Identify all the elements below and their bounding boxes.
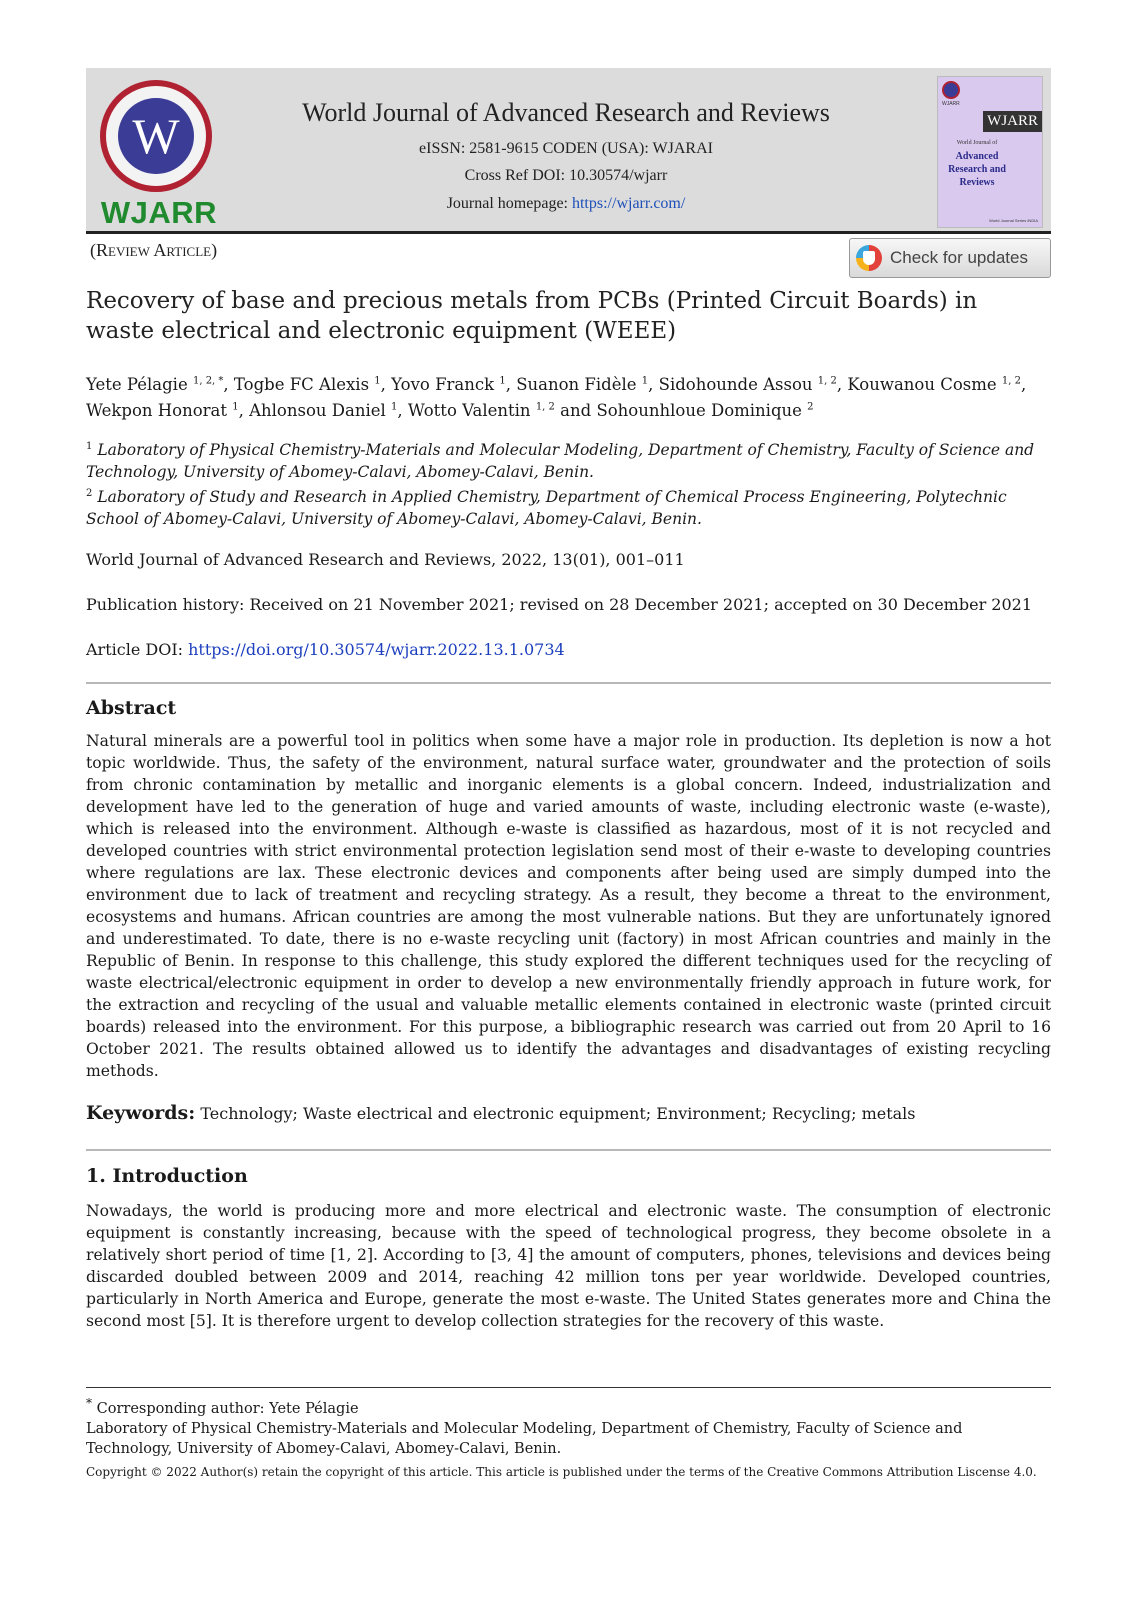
keywords — [86, 1102, 1051, 1124]
affiliation-2 — [86, 483, 1051, 530]
author — [234, 375, 391, 394]
check-for-updates-button[interactable] — [849, 238, 1051, 278]
author-affiliation: 1 — [232, 401, 239, 413]
author-list — [86, 369, 1051, 422]
author-affiliation: 1, 2, * — [192, 375, 224, 386]
author-affiliation: 1 — [374, 375, 381, 386]
author-separator: , — [505, 374, 517, 394]
check-for-updates-label: Check for updates — [890, 248, 1028, 267]
corresponding-author-name: Corresponding author: Yete Pélagie — [92, 1400, 359, 1417]
author-separator: , — [836, 374, 848, 394]
affiliation-text: Laboratory of Study and Research in Applied Chemistry, Department of Chemical Process Engineering, Polytechnic School of Abomey-Calavi, University of Abomey-Calavi, Abomey-Calavi, Benin. — [86, 488, 1007, 529]
affiliations — [86, 436, 1051, 530]
journal-logo — [100, 80, 220, 228]
author-affiliation: 1 — [499, 375, 506, 386]
author-name: Sidohounde Assou — [658, 374, 813, 394]
cover-footer: World Journal Series INDIA — [989, 218, 1038, 223]
author-separator: , — [648, 374, 659, 394]
journal-title: World Journal of Advanced Research and Reviews — [302, 98, 830, 127]
author-separator: , — [380, 374, 392, 394]
author-name: Togbe FC Alexis — [233, 374, 370, 394]
author — [516, 375, 658, 394]
corresponding-author — [86, 1393, 1051, 1419]
author-name: Ahlonsou Daniel — [249, 401, 386, 420]
author-separator: , — [238, 401, 250, 420]
divider — [86, 682, 1051, 684]
journal-header — [86, 68, 1051, 234]
author-name: Sohounhloue Dominique — [596, 401, 802, 420]
author — [391, 375, 516, 394]
keywords-label: Keywords: — [86, 1102, 196, 1124]
journal-cover-thumbnail[interactable] — [937, 76, 1043, 228]
crossmark-icon — [856, 245, 882, 271]
homepage-link[interactable]: https://wjarr.com/ — [571, 195, 686, 212]
affiliation-1 — [86, 436, 1051, 483]
homepage-label: Journal homepage: — [446, 195, 572, 212]
introduction-text: Nowadays, the world is producing more and more electrical and electronic waste. The consumption of electronic equipment is constantly increasing, because with the speed of technological progress, they become obsolete in a relatively short period of time [1, 2]. According to [3, 4] the amount of computers, phones, televisions and devices being discarded doubled between 2009 and 2014, reaching 42 million tons per year worldwide. Developed countries, particularly in North America and Europe, generate the most e-waste. The United States generates more and China the second most [5]. It is therefore urgent to develop collection strategies for the recovery of this waste. — [86, 1202, 1051, 1330]
article-doi — [86, 639, 1051, 661]
cover-line: World Journal of — [956, 140, 998, 146]
author-affiliation: 1 — [391, 401, 398, 413]
author-separator: , — [1021, 374, 1027, 394]
author-name: Wotto Valentin — [407, 401, 531, 420]
keywords-text: Technology; Waste electrical and electronic equipment; Environment; Recycling; metals — [195, 1104, 916, 1123]
author — [659, 375, 848, 394]
author-affiliation: 1 — [641, 375, 649, 386]
cover-tag: WJARR — [983, 111, 1042, 132]
author-separator: , — [397, 401, 408, 420]
cover-title — [942, 137, 1012, 189]
affiliation-text: Laboratory of Physical Chemistry-Materials and Molecular Modeling, Department of Chemistry, Faculty of Science and Technology, University of Abomey-Calavi, Abomey-Calavi, Benin. — [86, 441, 1035, 482]
cover-small-label: WJARR — [942, 101, 960, 107]
author-affiliation: 1, 2 — [1001, 375, 1021, 386]
footnote-divider — [86, 1387, 1051, 1388]
author — [86, 401, 249, 420]
author-name: Wekpon Honorat — [86, 401, 227, 420]
doi-label: Article DOI: — [86, 640, 189, 659]
author-name: Yete Pélagie — [86, 374, 188, 394]
publication-history: Publication history: Received on 21 November 2021; revised on 28 December 2021; accepted on 30 December 2021 — [86, 595, 1033, 614]
divider — [86, 1149, 1051, 1151]
affiliation-number: 2 — [86, 488, 93, 500]
author-affiliation: 1, 2 — [817, 375, 837, 386]
author-name: Yovo Franck — [391, 374, 495, 394]
copyright-notice: Copyright © 2022 Author(s) retain the copyright of this article. This article is published under the terms of the Creative Commons Attribution Liscense 4.0. — [86, 1465, 1037, 1479]
logo-letter: W — [118, 98, 194, 174]
footnote-star: * — [86, 1396, 93, 1410]
author — [847, 375, 1026, 394]
article-title: Recovery of base and precious metals from PCBs (Printed Circuit Boards) in waste electrical and electronic equipment (WEEE) — [86, 288, 978, 344]
abstract-heading: Abstract — [86, 697, 177, 719]
issn-line: eISSN: 2581-9615 CODEN (USA): WJARAI — [419, 140, 713, 157]
cover-line: Research and — [948, 164, 1006, 175]
crossref-doi-line: Cross Ref DOI: 10.30574/wjarr — [464, 167, 668, 184]
logo-text: WJARR — [100, 195, 218, 230]
corresponding-author-note — [86, 1393, 1051, 1459]
cover-logo-icon — [942, 81, 960, 99]
cover-line: Reviews — [959, 177, 995, 188]
affiliation-number: 1 — [86, 441, 93, 452]
corresponding-address: Laboratory of Physical Chemistry-Materials and Molecular Modeling, Department of Chemistry, Faculty of Science and Technology, University of Abomey-Calavi, Abomey-Calavi, Benin. — [86, 1420, 963, 1457]
author — [408, 401, 597, 420]
author — [249, 401, 408, 420]
citation: World Journal of Advanced Research and Reviews, 2022, 13(01), 001–011 — [86, 550, 685, 569]
doi-link[interactable]: https://doi.org/10.30574/wjarr.2022.13.1.0734 — [188, 640, 565, 659]
abstract-text: Natural minerals are a powerful tool in politics when some have a major role in production. Its depletion is now a hot topic worldwide. Thus, the safety of the environment, natural surface water, groundwater and the protection of soils from chronic contamination by metallic and inorganic elements is a global concern. Indeed, industrialization and development have led to the generation of huge and varied amounts of waste, including electronic waste (e-waste), which is released into the environment. Although e-waste is classified as hazardous, most of it is not recycled and developed countries with strict environmental protection legislation send most of their e-waste to developing countries where regulations are lax. These electronic devices and components after being used are simply dumped into the environment due to lack of treatment and recycling strategy. As a result, they become a threat to the environment, ecosystems and humans. African countries are among the most vulnerable nations. But they are unfortunately ignored and underestimated. To date, there is no e-waste recycling unit (factory) in most African countries and mainly in the Republic of Benin. In response to this challenge, this study explored the different techniques used for the recycling of waste electrical/electronic equipment in order to develop a new environmentally friendly approach in future work, for the extraction and recycling of the usual and valuable metallic elements contained in electronic waste (printed circuit boards) released into the environment. For this purpose, a bibliographic research was carried out from 20 April to 16 October 2021. The results obtained allowed us to identify the advantages and disadvantages of existing recycling methods. — [86, 732, 1051, 1080]
author — [86, 375, 234, 394]
author — [596, 401, 813, 420]
homepage-line — [236, 195, 896, 213]
introduction-heading: 1. Introduction — [86, 1165, 248, 1187]
author-affiliation: 1, 2 — [535, 401, 555, 413]
author-name: Kouwanou Cosme — [847, 374, 997, 394]
author-name: Suanon Fidèle — [516, 374, 637, 394]
author-separator: , — [223, 374, 234, 394]
logo-ring — [100, 80, 212, 192]
article-page — [86, 68, 1051, 1479]
author-affiliation: 2 — [807, 401, 814, 413]
cover-line: Advanced — [955, 151, 999, 162]
article-type: (Review Article) — [90, 240, 218, 260]
author-separator: and — [554, 401, 597, 420]
